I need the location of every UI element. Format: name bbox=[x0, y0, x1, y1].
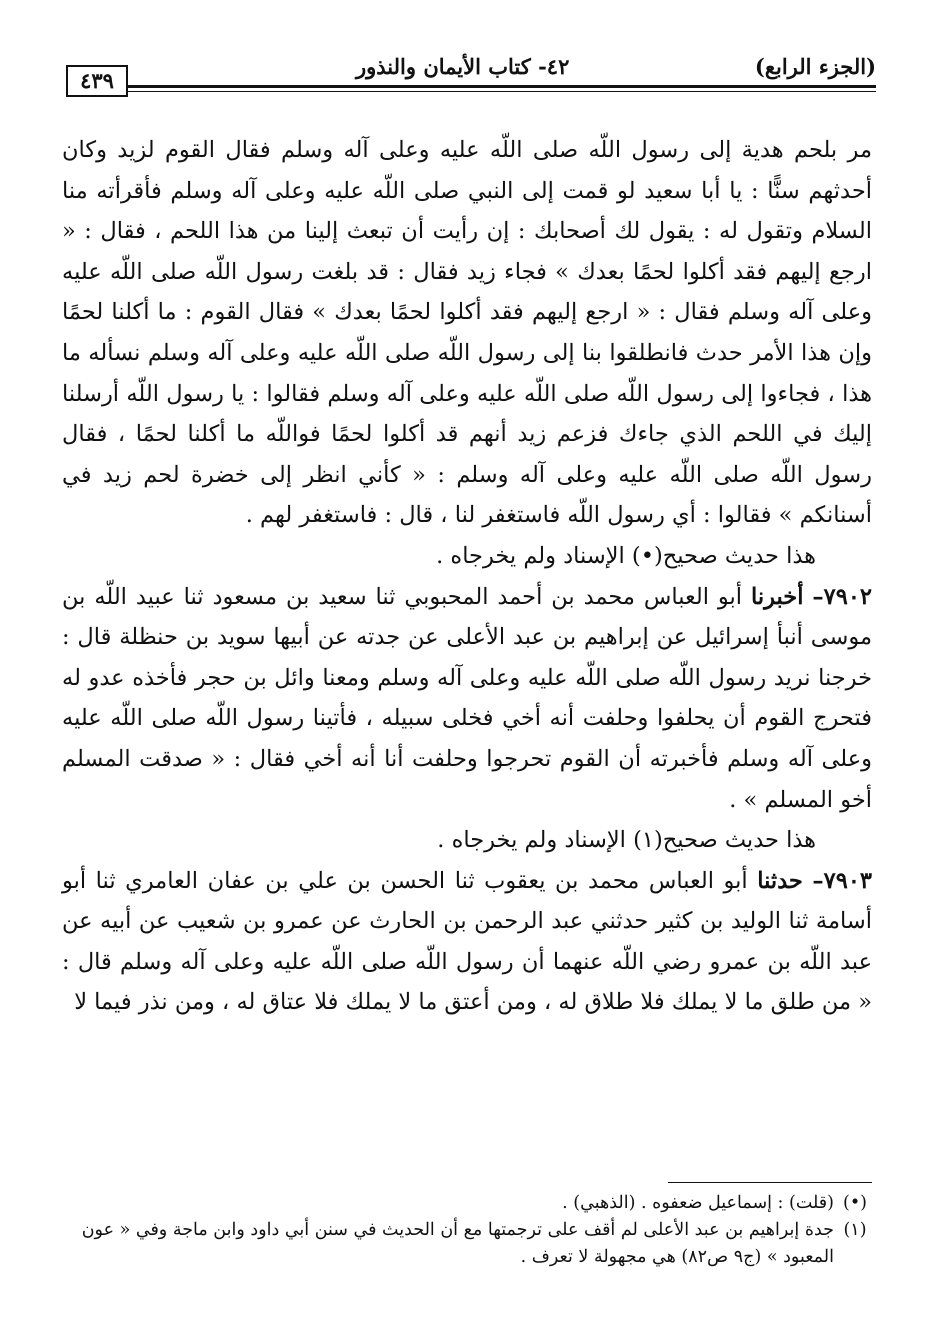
volume-label: (الجزء الرابع) bbox=[754, 54, 876, 79]
running-header bbox=[66, 50, 876, 100]
header-rule-thick bbox=[124, 85, 876, 88]
main-text bbox=[62, 130, 872, 1023]
hadith-continuation: مر بلحم هدية إلى رسول اللّه صلى اللّه عليه وعلى آله وسلم فقال القوم لزيد وكان أحدثهم سنًّا : يا أبا سعيد لو قمت إلى النبي صلى اللّه عليه وعلى آله وسلم فأقرأته منا السلام وتقول له : يقول لك أصحابك : إن رأيت أن تبعث إلينا من هذا اللحم ، فقال : « ارجع إليهم فقد أكلوا لحمًا بعدك » فجاء زيد فقال : قد بلغت رسول اللّه صلى اللّه عليه وعلى آله وسلم فقال : « ارجع إليهم فقد أكلوا لحمًا بعدك » فقال القوم : ما أكلنا لحمًا وإن هذا الأمر حدث فانطلقوا بنا إلى رسول اللّه صلى اللّه عليه وعلى آله وسلم نسأله ما هذا ، فجاءوا إلى رسول اللّه صلى اللّه عليه وعلى آله وسلم فقالوا : يا رسول اللّه أرسلنا إليك في اللحم الذي جاءك فزعم زيد أنهم قد أكلوا لحمًا فواللّه ما أكلنا لحمًا ، فقال رسول اللّه صلى اللّه عليه وعلى آله وسلم : « كأني انظر إلى خضرة لحم زيد في أسنانكم » فقالوا : أي رسول اللّه فاستغفر لنا ، قال : فاستغفر لهم . bbox=[62, 137, 872, 529]
transmission-keyword: حدثنا bbox=[757, 867, 803, 894]
header-rule-thin bbox=[124, 91, 876, 92]
footnote-text: جدة إبراهيم بن عبد الأعلى لم أقف على ترجمتها مع أن الحديث في سنن أبي داود وابن ماجة وفي « عون المعبود » (ج٩ ص٨٢) هي مجهولة لا تعرف . bbox=[81, 1220, 834, 1267]
hadith-number: ٧٩٠٣– bbox=[812, 867, 872, 894]
hadith-text: أبو العباس محمد بن يعقوب ثنا الحسن بن علي بن عفان العامري ثنا أبو أسامة ثنا الوليد بن كثير حدثني عبد الرحمن بن الحارث عن عمرو بن شعيب عن أبيه عن عبد اللّه بن عمرو رضي اللّه عنهما أن رسول اللّه صلى اللّه عليه وعلى آله وسلم قال : « من طلق ما لا يملك فلا طلاق له ، ومن أعتق ما لا يملك فلا عتاق له ، ومن نذر فيما لا bbox=[62, 867, 872, 1016]
hadith-7902 bbox=[62, 577, 872, 821]
footnote-divider bbox=[668, 1182, 872, 1183]
footnote bbox=[62, 1190, 872, 1217]
hadith-grade-2: هذا حديث صحيح(١) الإسناد ولم يخرجاه . bbox=[437, 827, 816, 854]
footnote-marker: (١) bbox=[843, 1220, 867, 1240]
footnote-marker: (•) bbox=[843, 1193, 867, 1213]
footnote bbox=[62, 1217, 872, 1271]
hadith-grade-1: هذا حديث صحيح(•) الإسناد ولم يخرجاه . bbox=[436, 542, 816, 569]
hadith-text: أبو العباس محمد بن أحمد المحبوبي ثنا سعيد بن مسعود ثنا عبيد اللّه بن موسى أنبأ إسرائيل عن إبراهيم بن عبد الأعلى عن جدته عن أبيها سويد بن حنظلة قال : خرجنا نريد رسول اللّه صلى اللّه عليه وعلى آله وسلم ومعنا وائل بن حجر فأخذه عدو له فتحرج القوم أن يحلفوا وحلفت أنه أخي فخلى سبيله ، فأتينا رسول اللّه صلى اللّه عليه وعلى آله وسلم فأخبرته أن القوم تحرجوا وحلفت أنا أنه أخي فقال : « صدقت المسلم أخو المسلم » . bbox=[62, 583, 872, 813]
footnote-text: (قلت) : إسماعيل ضعفوه . (الذهبي) . bbox=[562, 1193, 834, 1213]
page-number: ٤٣٩ bbox=[66, 65, 128, 97]
footnotes bbox=[62, 1190, 872, 1271]
hadith-number: ٧٩٠٢– bbox=[812, 583, 872, 610]
chapter-title: ٤٢- كتاب الأيمان والنذور bbox=[356, 54, 570, 79]
transmission-keyword: أخبرنا bbox=[750, 583, 804, 610]
hadith-7903 bbox=[62, 861, 872, 1023]
